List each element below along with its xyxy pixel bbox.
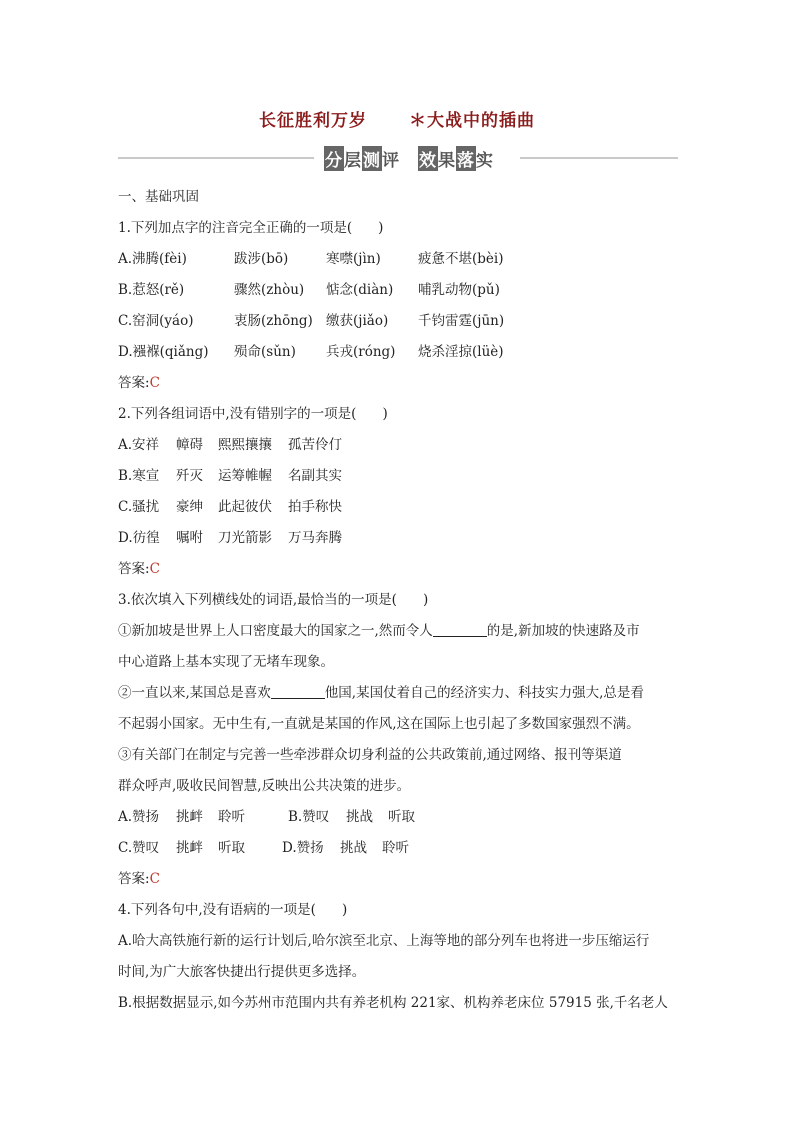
option-row: D.彷徨 嘱咐 刀光箭影 万马奔腾 (118, 530, 342, 546)
option-row: C.骚扰 豪绅 此起彼伏 拍手称快 (118, 499, 342, 515)
banner-char: 分 (324, 146, 344, 171)
option-row: B.寒宣 歼灭 运筹帷幄 名副其实 (118, 468, 342, 484)
banner-label (324, 146, 494, 171)
question-stem: 4.下列各句中,没有语病的一项是( ) (118, 902, 348, 918)
page-title (0, 106, 794, 131)
banner-char: 实 (476, 151, 494, 171)
banner-char: 测 (362, 146, 382, 171)
option-row: A.赞扬 挑衅 聆听 B.赞叹 挑战 听取 (118, 809, 415, 825)
answer-line: 答案:C (118, 375, 160, 391)
fill-blank (271, 684, 325, 699)
option-row: C.赞叹 挑衅 听取 D.赞扬 挑战 聆听 (118, 840, 409, 856)
option-row: A.沸腾(fèi) 跋涉(bō) 寒噤(jìn) 疲惫不堪(bèi) (118, 251, 504, 267)
title-part1: 长征胜利万岁 (259, 111, 367, 131)
option-row: D.襁褓(qiǎng) 殒命(sǔn) 兵戎(róng) 烧杀淫掠(lüè) (118, 344, 504, 360)
option-a: A.哈大高铁施行新的运行计划后,哈尔滨至北京、上海等地的部分列车也将进一步压缩运行 时间,为广大旅客快捷出行提供更多选择。 (118, 933, 650, 980)
worksheet-body (118, 182, 678, 1019)
section-banner (118, 146, 678, 170)
question-stem: 3.依次填入下列横线处的词语,最恰当的一项是( ) (118, 592, 429, 608)
option-row: C.窑洞(yáo) 衷肠(zhōng) 缴获(jiǎo) 千钧雷霆(jūn) (118, 313, 505, 329)
banner-line-left (118, 157, 314, 159)
answer-line: 答案:C (118, 561, 160, 577)
option-b: B.根据数据显示,如今苏州市范围内共有养老机构 221家、机构养老床位 57915 张,千名老人 (118, 995, 668, 1011)
fill-blank (433, 622, 487, 637)
banner-char: 层 (344, 151, 362, 171)
sentence-2: ②一直以来,某国总是喜欢 他国,某国仗着自己的经济实力、科技实力强大,总是看 不起弱小国家。无中生有,一直就是某国的作风,这在国际上也引起了多数国家强烈不满。 (118, 685, 644, 732)
question-stem: 1.下列加点字的注音完全正确的一项是( ) (118, 220, 384, 236)
banner-char: 果 (438, 151, 456, 171)
sentence-1: ①新加坡是世界上人口密度最大的国家之一,然而令人 的是,新加坡的快速路及市 中心道路上基本实现了无堵车现象。 (118, 623, 640, 670)
banner-line-right (520, 157, 678, 159)
banner-char: 评 (382, 151, 400, 171)
sentence-3: ③有关部门在制定与完善一些牵涉群众切身利益的公共政策前,通过网络、报刊等渠道 群众呼声,吸收民间智慧,反映出公共决策的进步。 (118, 747, 622, 794)
title-part2: ＊大战中的插曲 (409, 111, 535, 131)
banner-char: 效 (418, 146, 438, 171)
option-row: A.安祥 幛碍 熙熙攘攘 孤苦伶仃 (118, 437, 342, 453)
section-heading: 一、基础巩固 (118, 189, 199, 205)
option-row: B.惹怒(rě) 骤然(zhòu) 惦念(diàn) 哺乳动物(pǔ) (118, 282, 500, 298)
question-stem: 2.下列各组词语中,没有错别字的一项是( ) (118, 406, 388, 422)
answer-line: 答案:C (118, 871, 160, 887)
banner-char: 落 (456, 146, 476, 171)
